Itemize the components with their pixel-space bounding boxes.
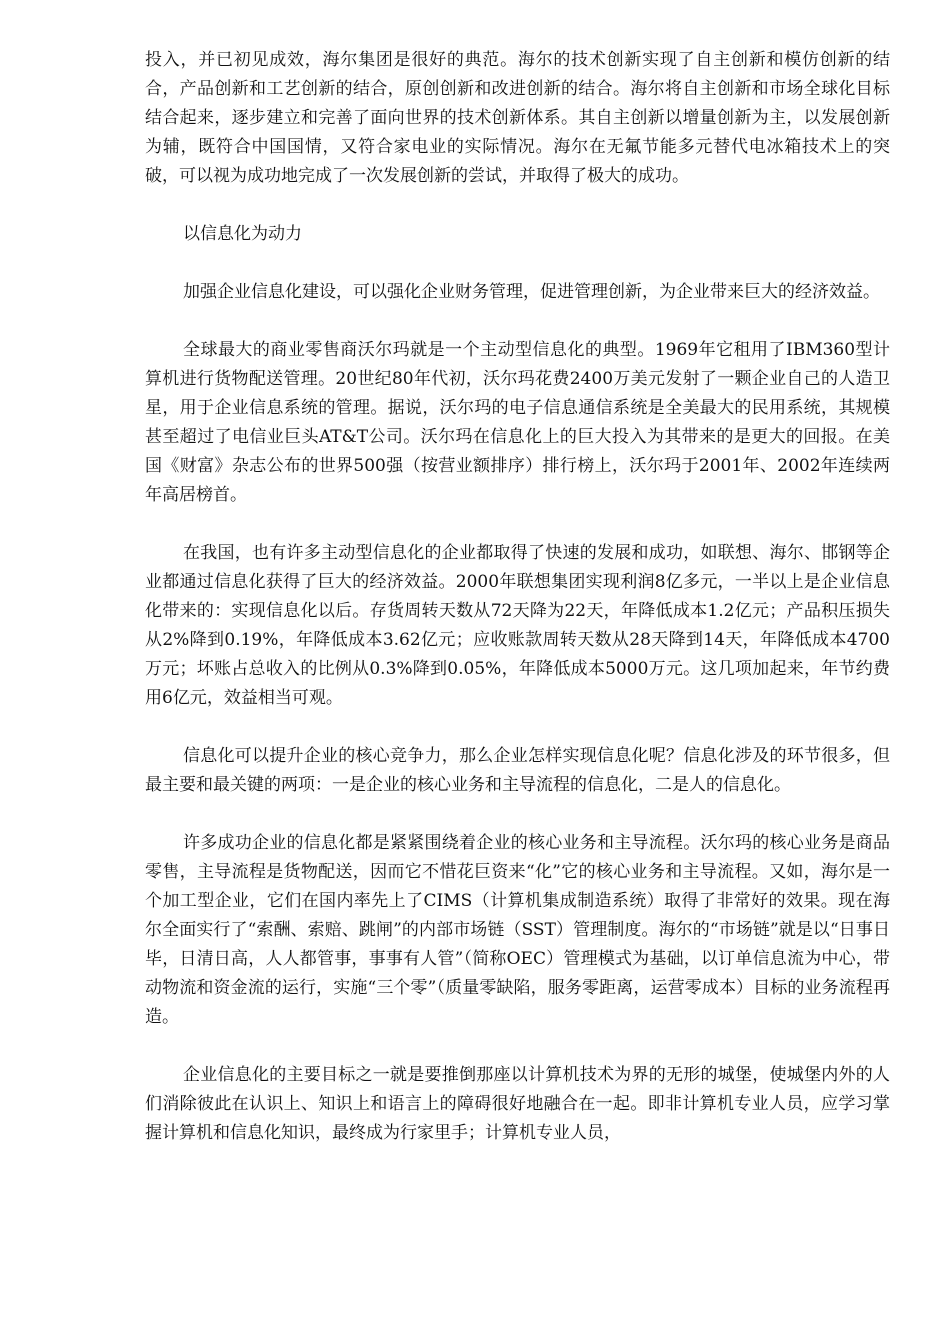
- paragraph-how-to-informatize: 信息化可以提升企业的核心竞争力，那么企业怎样实现信息化呢？信息化涉及的环节很多，但最主要和最关键的两项：一是企业的核心业务和主导流程的信息化，二是人的信息化。: [145, 746, 890, 795]
- paragraph-walmart-example: 全球最大的商业零售商沃尔玛就是一个主动型信息化的典型。1969年它租用了IBM360型计算机进行货物配送管理。20世纪80年代初，沃尔玛花费2400万美元发射了一颗企业自己的人造卫星，用于企业信息系统的管理。据说，沃尔玛的电子信息通信系统是全美最大的民用系统，其规模甚至超过了电信业巨头AT&T公司。沃尔玛在信息化上的巨大投入为其带来的是更大的回报。在美国《财富》杂志公布的世界500强（按营业额排序）排行榜上，沃尔玛于2001年、2002年连续两年高居榜首。: [145, 340, 890, 505]
- paragraph-informatization-benefits: 加强企业信息化建设，可以强化企业财务管理，促进管理创新，为企业带来巨大的经济效益。: [183, 282, 880, 302]
- document-body: [145, 46, 890, 1177]
- paragraph-lenovo-example: 在我国，也有许多主动型信息化的企业都取得了快速的发展和成功，如联想、海尔、邯钢等企业都通过信息化获得了巨大的经济效益。2000年联想集团实现利润8亿多元，一半以上是企业信息化带来的：实现信息化以后。存货周转天数从72天降为22天，年降低成本1.2亿元；产品积压损失从2%降到0.19%，年降低成本3.62亿元；应收账款周转天数从28天降到14天，年降低成本4700万元；坏账占总收入的比例从0.3%降到0.05%，年降低成本5000万元。这几项加起来，年节约费用6亿元，效益相当可观。: [145, 543, 890, 708]
- paragraph-informatization-goal: 企业信息化的主要目标之一就是要推倒那座以计算机技术为界的无形的城堡，使城堡内外的人们消除彼此在认识上、知识上和语言上的障碍很好地融合在一起。即非计算机专业人员，应学习掌握计算机和信息化知识，最终成为行家里手；计算机专业人员，: [145, 1065, 890, 1143]
- section-heading-informatization: 以信息化为动力: [183, 224, 302, 244]
- paragraph-core-business-process: 许多成功企业的信息化都是紧紧围绕着企业的核心业务和主导流程。沃尔玛的核心业务是商品零售，主导流程是货物配送，因而它不惜花巨资来“化”它的核心业务和主导流程。又如，海尔是一个加工型企业，它们在国内率先上了CIMS（计算机集成制造系统）取得了非常好的效果。现在海尔全面实行了“索酬、索赔、跳闸”的内部市场链（SST）管理制度。海尔的“市场链”就是以“日事日毕，日清日高，人人都管事，事事有人管”（简称OEC）管理模式为基础，以订单信息流为中心，带动物流和资金流的运行，实施“三个零”（质量零缺陷，服务零距离，运营零成本）目标的业务流程再造。: [145, 833, 890, 1027]
- paragraph-haier-innovation: 投入，并已初见成效，海尔集团是很好的典范。海尔的技术创新实现了自主创新和模仿创新的结合，产品创新和工艺创新的结合，原创创新和改进创新的结合。海尔将自主创新和市场全球化目标结合起来，逐步建立和完善了面向世界的技术创新体系。其自主创新以增量创新为主，以发展创新为辅，既符合中国国情，又符合家电业的实际情况。海尔在无氟节能多元替代电冰箱技术上的突破，可以视为成功地完成了一次发展创新的尝试，并取得了极大的成功。: [145, 50, 890, 186]
